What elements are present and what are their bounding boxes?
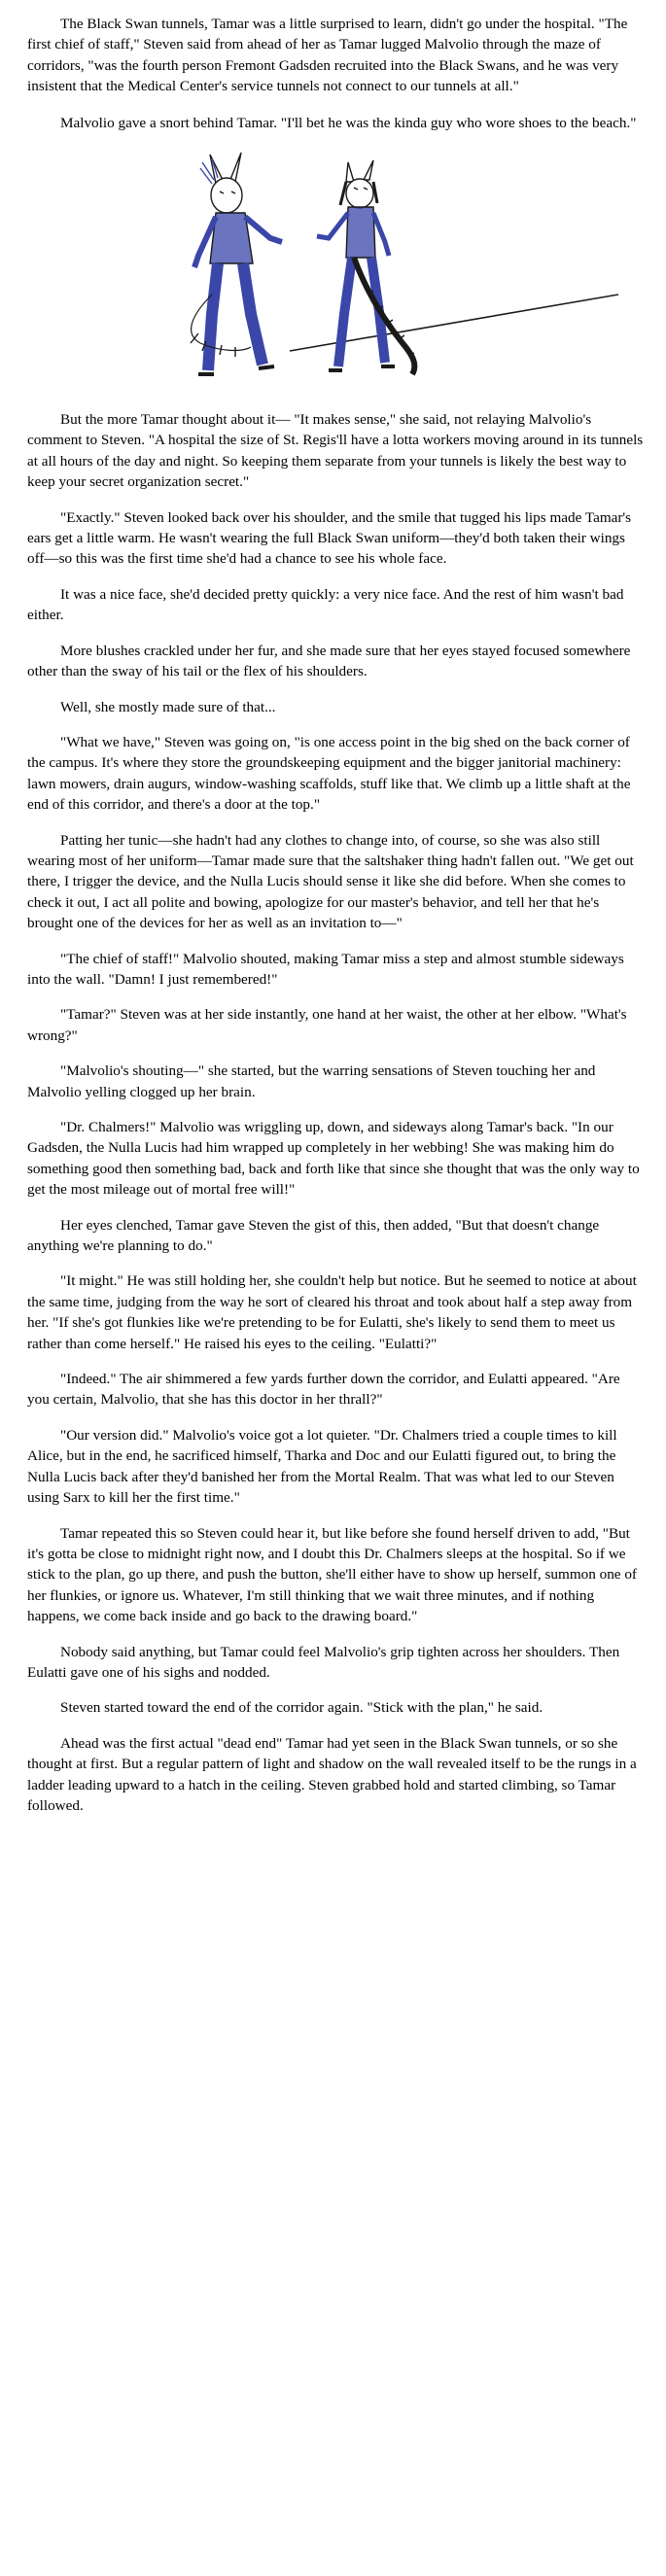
story-paragraph: "The chief of staff!" Malvolio shouted, making Tamar miss a step and almost stumble sideways into the wall. "Damn! I just remembered!" [27, 950, 624, 988]
story-paragraph: Steven started toward the end of the corridor again. "Stick with the plan," he said. [60, 1699, 543, 1717]
story-paragraph: Well, she mostly made sure of that... [60, 698, 276, 715]
story-paragraph: The Black Swan tunnels, Tamar was a little surprised to learn, didn't go under the hospital. "The first chief of staff," Steven said from ahead of her as Tamar lugged Malvolio through the maze of corridors, "was the fourth person Fremont Gadsden recruited into the Black Swans, and he was very insistent that the Medical Center's service tunnels not connect to our tunnels at all." [27, 16, 628, 95]
story-paragraph: Patting her tunic—she hadn't had any clothes to change into, of course, so she was also still wearing most of her uniform—Tamar made sure that the saltshaker thing hadn't fallen out. "We get out there, I trigger the device, and the Nulla Lucis should sense it like she did before. When she comes to check it out, I act all polite and bowing, apologize for our master's behavior, and tell her that he's brought one of the devices for her as well as an invitation to—" [27, 831, 634, 932]
story-paragraph: It was a nice face, she'd decided pretty quickly: a very nice face. And the rest of him wasn't bad either. [27, 585, 624, 624]
story-paragraph: But the more Tamar thought about it— "It makes sense," she said, not relaying Malvolio's comment to Steven. "A hospital the size of St. Regis'll have a lotta workers moving around in its tunnels at all hours of the day and night. So keeping them separate from your tunnels is likely the best way to keep your secret organization secret." [27, 411, 644, 491]
story-paragraph: "Malvolio's shouting—" she started, but the warring sensations of Steven touching her and Malvolio yelling clogged up her brain. [27, 1062, 596, 1100]
story-illustration [173, 149, 620, 392]
story-paragraph: "Indeed." The air shimmered a few yards further down the corridor, and Eulatti appeared. "Are you certain, Malvolio, that she has this doctor in her thrall?" [27, 1371, 620, 1409]
story-paragraph: "Dr. Chalmers!" Malvolio was wriggling up, down, and sideways along Tamar's back. "In our Gadsden, the Nulla Lucis had him wrapped up completely in her webbing! She was making him do something good then something bad, back and forth like that since she thought that was the only way to get the most mileage out of mortal free will!" [27, 1119, 640, 1199]
character-steven [191, 153, 282, 374]
story-paragraph: Ahead was the first actual "dead end" Tamar had yet seen in the Black Swan tunnels, or so she thought at first. But a regular pattern of light and shadow on the wall revealed itself to be the rungs in a ladder leading upward to a hatch in the ceiling. Steven grabbed hold and started climbing, so Tamar followed. [27, 1734, 637, 1814]
story-paragraph: "What we have," Steven was going on, "is one access point in the big shed on the back corner of the campus. It's where they store the groundskeeping equipment and the bigger janitorial machinery: lawn mowers, drain augurs, window-washing scaffolds, stuff like that. We climb up a little shaft at the end of this corridor, and there's a door at the top." [27, 733, 631, 814]
story-paragraph: Her eyes clenched, Tamar gave Steven the gist of this, then added, "But that doesn't change anything we're planning to do." [27, 1216, 600, 1255]
story-paragraph: Nobody said anything, but Tamar could feel Malvolio's grip tighten across her shoulders. Then Eulatti gave one of his sighs and nodded. [27, 1643, 620, 1681]
story-paragraph: Tamar repeated this so Steven could hear it, but like before she found herself driven to add, "But it's gotta be close to midnight right now, and I doubt this Dr. Chalmers sleeps at the hospital. So if we stick to the plan, go up there, and push the button, she'll either have to show up herself, summon one of her flunkies, or ignore us. Whatever, I'm still thinking that we wait three minutes, and if nothing happens, we come back inside and go back to the drawing board." [27, 1524, 637, 1625]
character-tamar [317, 160, 414, 374]
story-paragraph: "It might." He was still holding her, she couldn't help but notice. But he seemed to notice at about the same time, judging from the way he sort of cleared his throat and took about half a step away from her. "If she's got flunkies like we're pretending to be for Eulatti, she's likely to send them to meet us rather than come herself." He raised his eyes to the ceiling. "Eulatti?" [27, 1272, 637, 1352]
story-paragraph: "Our version did." Malvolio's voice got a lot quieter. "Dr. Chalmers tried a couple times to kill Alice, but in the end, he sacrificed himself, Tharka and Doc and our Eulatti figured out, to bring the Nulla Lucis back after they'd banished her from the Mortal Realm. That was what led to our Steven using Sarx to kill her the first time." [27, 1426, 617, 1507]
story-paragraph: More blushes crackled under her fur, and she made sure that her eyes stayed focused somewhere other than the sway of his tail or the flex of his shoulders. [27, 642, 631, 680]
story-paragraph: Malvolio gave a snort behind Tamar. "I'll bet he was the kinda guy who wore shoes to the beach." [60, 114, 637, 131]
story-paragraph: "Exactly." Steven looked back over his shoulder, and the smile that tugged his lips made Tamar's ears get a little warm. He wasn't wearing the full Black Swan uniform—they'd both taken their wings off—so this was the first time she'd had a chance to see his whole face. [27, 508, 632, 568]
story-paragraph: "Tamar?" Steven was at her side instantly, one hand at her waist, the other at her elbow. "What's wrong?" [27, 1006, 627, 1044]
